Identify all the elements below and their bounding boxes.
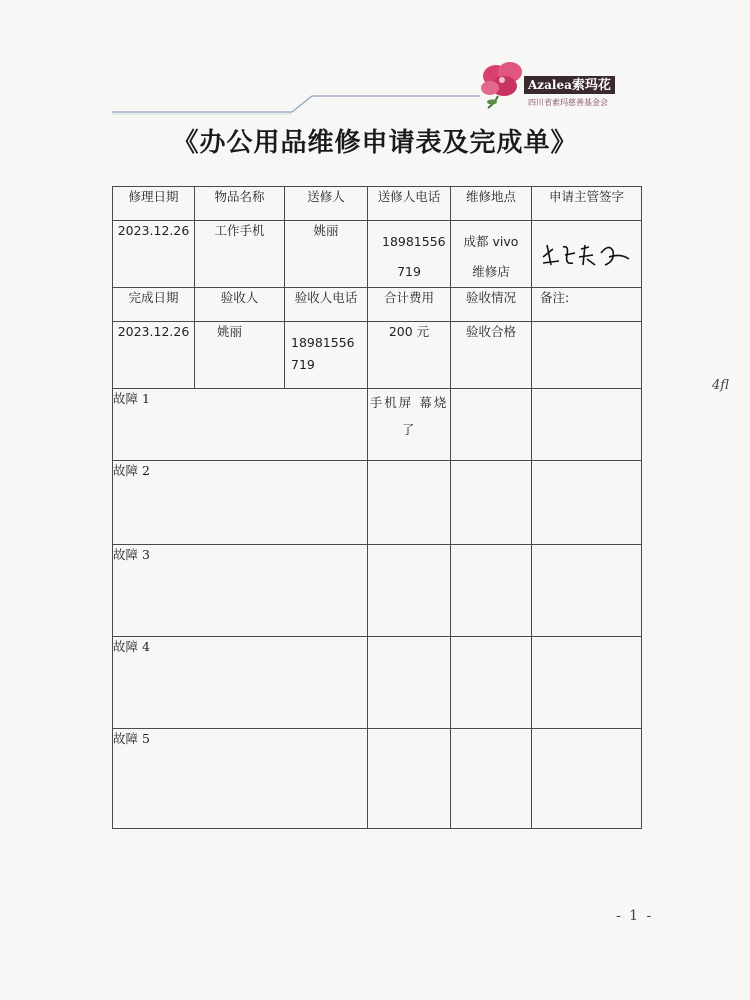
repair-date-value: 2023.12.26 [113,221,195,288]
logo-org-name: 四川省索玛慈善基金会 [528,98,608,107]
fault-cell-2-b [532,461,642,545]
fault-description-1: 手机屏 幕烧了 [368,389,451,461]
inspector-value: 姚丽 [195,322,285,389]
header-sender-phone: 送修人电话 [368,187,451,221]
logo-brand [524,76,615,94]
inspection-result-value: 验收合格 [451,322,532,389]
logo-brand-en: Azalea [528,78,572,92]
fault-cell-5-b [532,729,642,829]
completion-header-row [113,288,642,322]
header-supervisor-signature: 申请主管签字 [532,187,642,221]
header-inspector-phone: 验收人电话 [285,288,368,322]
header-sender: 送修人 [285,187,368,221]
header-remarks: 备注: [532,288,642,322]
fault-description-2 [368,461,451,545]
header-completion-date: 完成日期 [113,288,195,322]
sender-value: 姚丽 [285,221,368,288]
fault-row-2 [113,461,642,545]
fault-row-4 [113,637,642,729]
fault-cell-1-b [532,389,642,461]
fault-label-2: 故障 2 [113,461,368,545]
item-name-value: 工作手机 [195,221,285,288]
fault-description-3 [368,545,451,637]
supervisor-signature-cell [532,221,642,288]
request-header-row [113,187,642,221]
header-repair-date: 修理日期 [113,187,195,221]
header-inspector: 验收人 [195,288,285,322]
document-title: 《办公用品维修申请表及完成单》 [172,128,578,158]
completion-date-value: 2023.12.26 [113,322,195,389]
margin-handwritten-note: 4fl [712,378,729,393]
fault-row-3 [113,545,642,637]
header-rule [0,0,750,120]
repair-location-value: 成都 vivo 维修店 [451,221,532,288]
fault-label-4: 故障 4 [113,637,368,729]
remarks-value-cell [532,322,642,389]
fault-description-4 [368,637,451,729]
fault-cell-1-a [451,389,532,461]
fault-cell-2-a [451,461,532,545]
foundation-logo [476,58,636,110]
page-number: - 1 - [616,908,654,924]
fault-cell-3-a [451,545,532,637]
inspector-phone-value: 18981556 719 [285,322,368,389]
header-total-cost: 合计费用 [368,288,451,322]
fault-description-5 [368,729,451,829]
handwritten-signature [539,235,635,275]
completion-values-row [113,322,642,389]
fault-cell-4-b [532,637,642,729]
fault-row-1 [113,389,642,461]
sender-phone-value: 18981556 719 [368,221,451,288]
fault-cell-5-a [451,729,532,829]
repair-form-table [112,186,642,829]
fault-label-3: 故障 3 [113,545,368,637]
fault-row-5 [113,729,642,829]
fault-cell-4-a [451,637,532,729]
total-cost-value: 200 元 [368,322,451,389]
fault-cell-3-b [532,545,642,637]
header-inspection-result: 验收情况 [451,288,532,322]
request-values-row [113,221,642,288]
fault-label-1: 故障 1 [113,389,368,461]
header-repair-location: 维修地点 [451,187,532,221]
logo-brand-cn: 索玛花 [571,78,611,93]
header-item-name: 物品名称 [195,187,285,221]
fault-label-5: 故障 5 [113,729,368,829]
